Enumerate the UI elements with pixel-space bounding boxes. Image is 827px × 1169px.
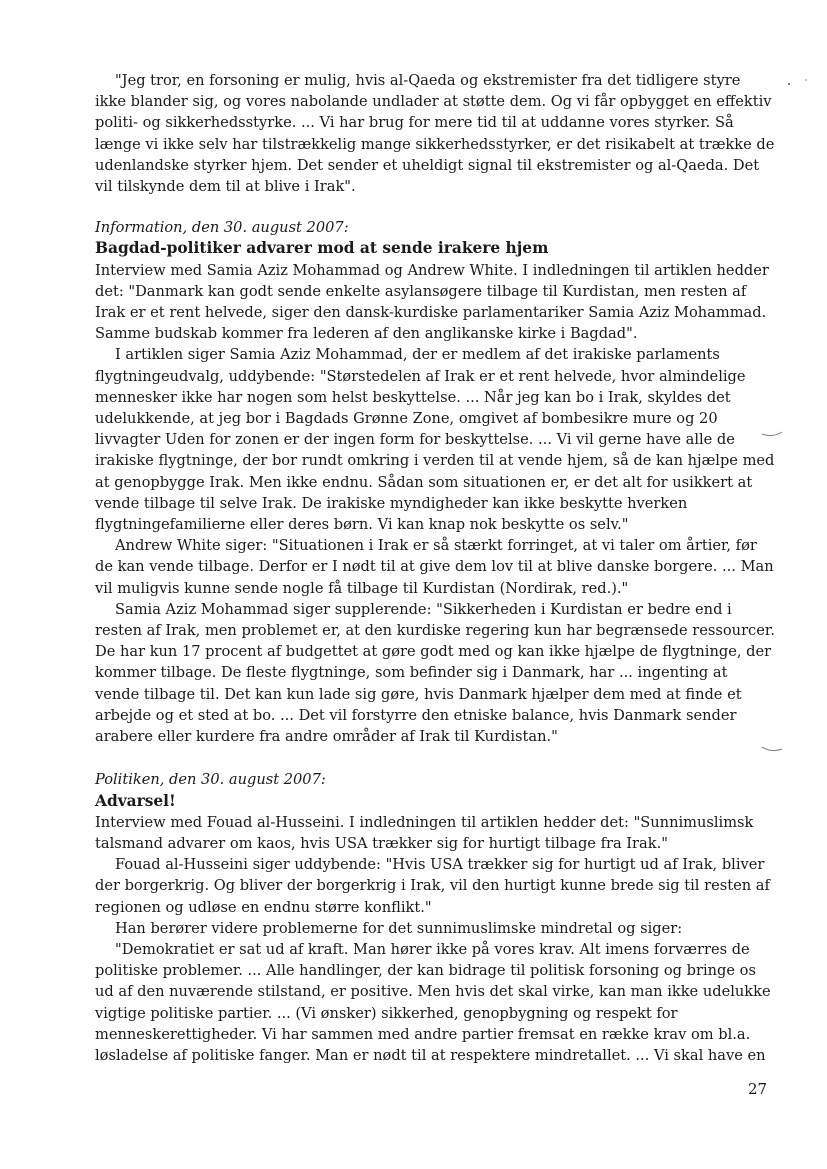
scan-mark [786,78,810,88]
paragraph: Han berører videre problemerne for det sunnimuslimske mindretal og siger: [115,919,683,937]
source-politiken: Politiken, den 30. august 2007: [95,771,326,789]
paragraph: Samia Aziz Mohammad siger supplerende: "Sikkerheden i Kurdistan er bedre end i resten af Irak, men problemet er, at den kurdiske regering kun har begrænsede ressourcer. De har kun 17 procent af budgettet at gøre godt med og kan ikke hjælpe de flygtninge, der kommer tilbage. De fleste flygtninge, som befinder sig i Danmark, har ... ingenting at vende tilbage til. Det kan kun lade sig gøre, hvis Danmark hjælper dem med at finde et arbejde og et sted at bo. ... Det vil forstyrre den etniske balance, hvis Danmark sender arabere eller kurdere fra andre områder af Irak til Kurdistan." [95,600,775,746]
headline-bagdad: Bagdad-politiker advarer mod at sende irakere hjem [95,239,549,258]
document-body [95,70,775,1066]
paragraph: Fouad al-Husseini siger uddybende: "Hvis USA trækker sig for hurtigt ud af Irak, bliver der borgerkrig. Og bliver der borgerkrig i Irak, vil den hurtigt kunne brede sig til resten af regionen og udløse en endnu større konflikt." [95,856,770,916]
paragraph: Andrew White siger: "Situationen i Irak er så stærkt forringet, at vi taler om årtier, før de kan vende tilbage. Derfor er I nødt til at give dem lov til at blive danske borgere. ... Man vil muligvis kunne sende nogle få tilbage til Kurdistan (Nordirak, red.)." [95,537,774,597]
page-number: 27 [748,1080,768,1098]
paragraph: Interview med Samia Aziz Mohammad og Andrew White. I indledningen til artiklen hedder det: "Danmark kan godt sende enkelte asylansøgere tilbage til Kurdistan, men resten af Irak er et rent helvede, siger den dansk-kurdiske parlamentariker Samia Aziz Mohammad. Samme budskab kommer fra lederen af den anglikanske kirke i Bagdad". [95,261,769,343]
paragraph: I artiklen siger Samia Aziz Mohammad, der er medlem af det irakiske parlaments flygtningeudvalg, uddybende: "Størstedelen af Irak er et rent helvede, hvor almindelige mennesker ikke har nogen som helst beskyttelse. ... Når jeg kan bo i Irak, skyldes det udelukkende, at jeg bor i Bagdads Grønne Zone, omgivet af bombesikre mure og 20 livvagter Uden for zonen er der ingen form for beskyttelse. ... Vi vil gerne have alle de irakiske flygtninge, der bor rundt omkring i verden til at vende hjem, så de kan hjælpe med at genopbygge Irak. Men ikke endnu. Sådan som situationen er, er det alt for usikkert at vende tilbage til selve Irak. De irakiske myndigheder kan ikke beskytte hverken flygtningefamilierne eller deres børn. Vi kan knap nok beskytte os selv." [95,346,775,534]
opening-quote-paragraph: "Jeg tror, en forsoning er mulig, hvis al-Qaeda og ekstremister fra det tidligere styre ikke blander sig, og vores nabolande undlader at støtte dem. Og vi får opbygget en effektiv politi- og sikkerhedsstyrke. ... Vi har brug for mere tid til at uddanne vores styrker. Så længe vi ikke selv har tilstrækkelig mange sikkerhedsstyrker, er det risikabelt at trække de udenlandske styrker hjem. Det sender et uheldigt signal til ekstremister og al-Qaeda. Det vil tilskynde dem til at blive i Irak". [95,72,775,196]
scan-mark [760,744,784,754]
scan-mark [760,430,784,440]
source-information: Information, den 30. august 2007: [95,219,349,237]
paragraph: Interview med Fouad al-Husseini. I indledningen til artiklen hedder det: "Sunnimuslimsk talsmand advarer om kaos, hvis USA trækker sig for hurtigt tilbage fra Irak." [95,813,754,852]
paragraph: "Demokratiet er sat ud af kraft. Man hører ikke på vores krav. Alt imens forværres de politiske problemer. ... Alle handlinger, der kan bidrage til politisk forsoning og bringe os ud af den nuværende stilstand, er positive. Men hvis det skal virke, kan man ikke udelukke vigtige politiske partier. ... (Vi ønsker) sikkerhed, genopbygning og respekt for menneskerettigheder. Vi har sammen med andre partier fremsat en række krav om bl.a. løsladelse af politiske fanger. Man er nødt til at respektere mindretallet. ... Vi skal have en [95,940,771,1064]
headline-advarsel: Advarsel! [95,791,176,810]
